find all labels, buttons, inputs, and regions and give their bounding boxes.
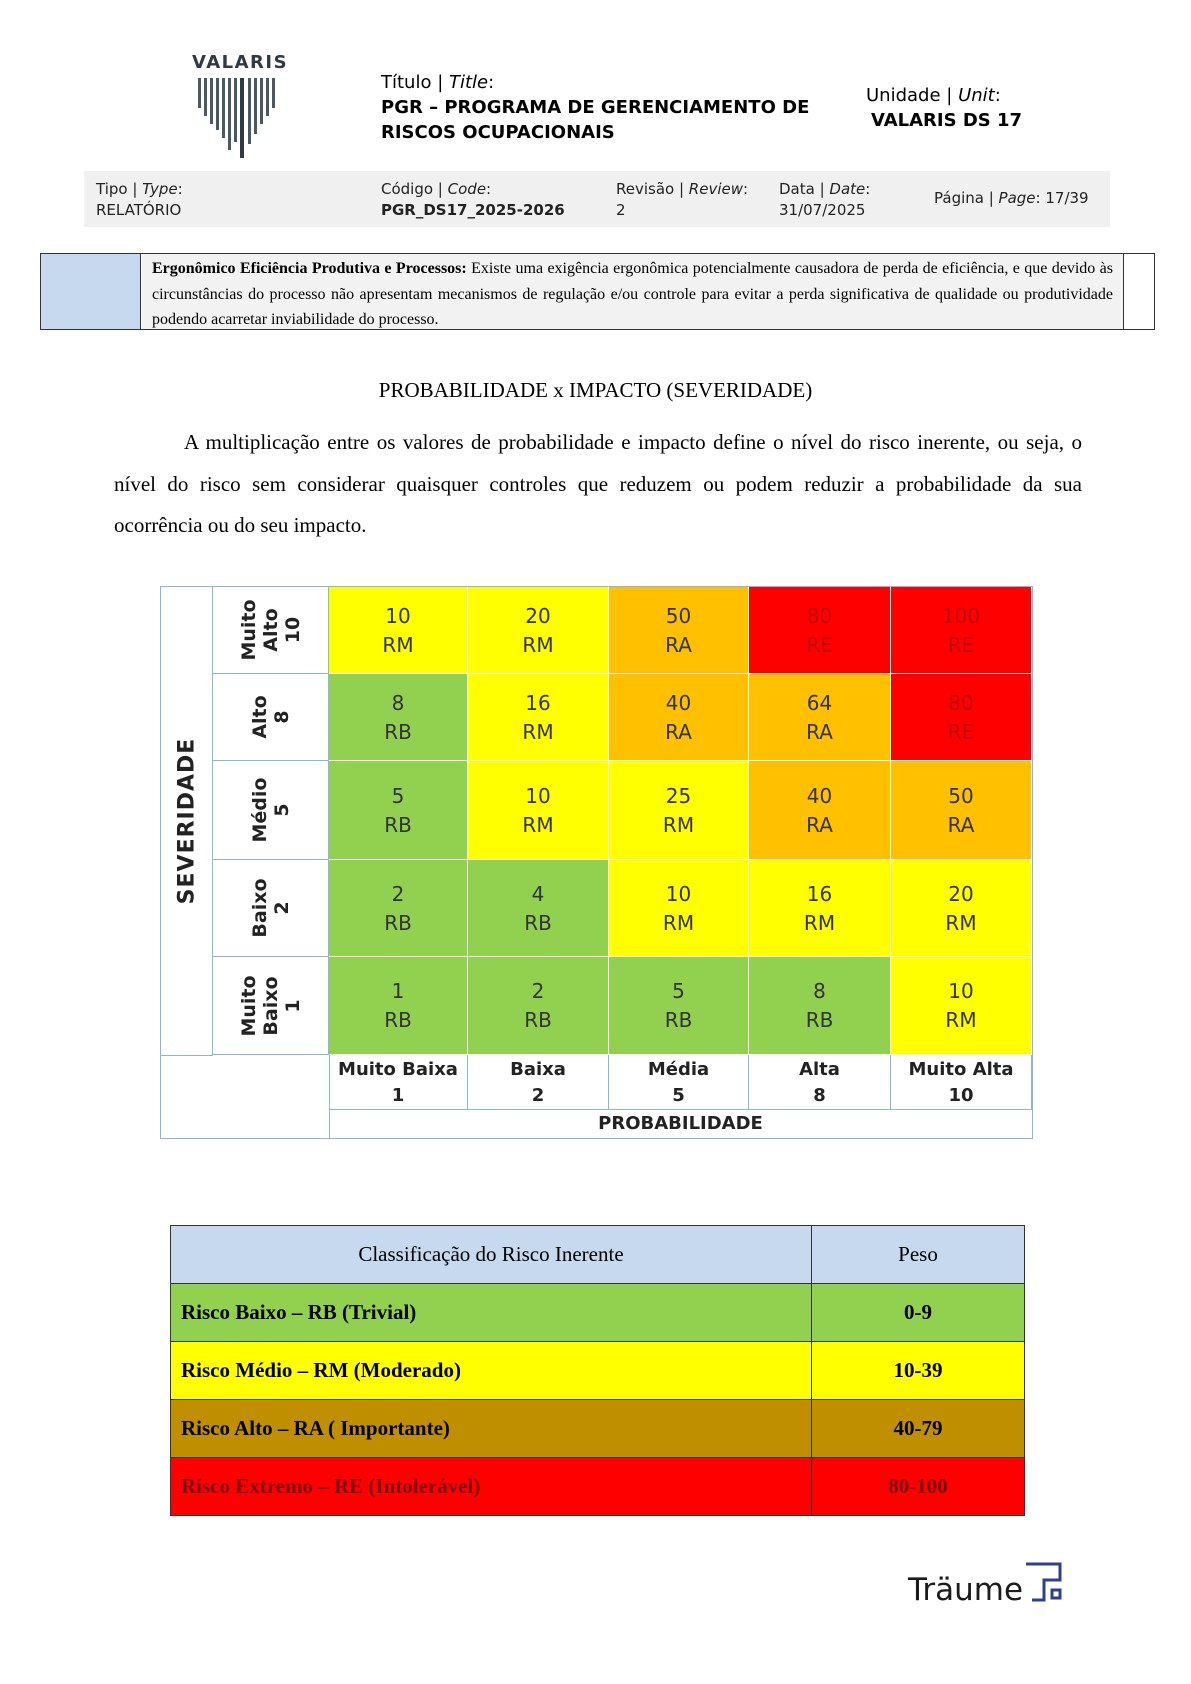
matrix-cell-code: RE: [806, 632, 833, 657]
severity-row-label: [212, 860, 329, 957]
matrix-cell-code: RB: [664, 1008, 693, 1032]
matrix-cell: [329, 761, 468, 860]
matrix-cell: [609, 674, 749, 761]
table-row: [171, 1400, 1025, 1458]
matrix-cell-code: RB: [384, 1008, 412, 1032]
severity-row-label: [212, 587, 329, 674]
title-label-en: Title: [448, 72, 489, 93]
severity-row-label-text: [249, 778, 293, 843]
probability-label: Muito Alta: [908, 1059, 1014, 1080]
risk-level-label: Risco Alto – RA ( Importante): [171, 1400, 812, 1458]
matrix-cell-value: 50: [665, 603, 692, 628]
matrix-cell-value: 40: [806, 783, 833, 808]
section-heading: PROBABILIDADE x IMPACTO (SEVERIDADE): [378, 378, 813, 402]
matrix-cell-value: 5: [672, 979, 685, 1003]
severity-label-line2: Baixo: [248, 878, 271, 938]
probability-weight: 8: [813, 1085, 826, 1106]
matrix-cell-value: 8: [813, 979, 826, 1003]
matrix-cell-value: 16: [806, 881, 833, 906]
risk-level-label: Risco Médio – RM (Moderado): [171, 1342, 812, 1400]
probability-weight: 10: [948, 1085, 974, 1106]
pagina-value: 17/39: [1045, 189, 1089, 207]
matrix-cell: [749, 761, 891, 860]
info-pagina: Página | Page: 17/39: [934, 189, 1089, 207]
ergonomic-row: [40, 253, 1155, 330]
matrix-cell: [749, 860, 891, 957]
matrix-cell: [749, 957, 891, 1055]
matrix-cell: [749, 587, 891, 674]
info-data: Data | Date: 31/07/2025: [779, 180, 871, 219]
severity-row-label-text: [249, 878, 293, 937]
title-colon: :: [488, 72, 495, 93]
probability-column-label: [468, 1055, 609, 1110]
matrix-cell: [329, 860, 468, 957]
severity-weight: 5: [270, 803, 293, 817]
title-line-2: RISCOS OCUPACIONAIS: [381, 122, 615, 143]
matrix-cell-value: 10: [665, 881, 692, 906]
probability-title: PROBABILIDADE: [598, 1113, 763, 1134]
info-revisao: Revisão | Review: 2: [616, 180, 749, 219]
matrix-cell: [468, 587, 609, 674]
matrix-cell-code: RM: [522, 719, 554, 744]
matrix-cell-code: RM: [522, 632, 554, 657]
severity-label-line1: Muito: [237, 599, 260, 661]
matrix-cell-code: RB: [524, 910, 552, 935]
matrix-cell: [749, 674, 891, 761]
matrix-cell-value: 80: [806, 603, 833, 628]
matrix-cell: [468, 674, 609, 761]
tipo-label: Tipo |: [96, 180, 143, 198]
matrix-cell-value: 1: [391, 979, 405, 1003]
matrix-cell-code: RB: [805, 1008, 834, 1032]
probability-label: Baixa: [510, 1059, 566, 1080]
risk-level-weight: 0-9: [812, 1284, 1025, 1342]
matrix-cell-value: 8: [391, 690, 405, 715]
severity-row-label: [212, 957, 329, 1055]
severity-label-line1: Muito: [237, 974, 260, 1037]
matrix-cell-code: RM: [522, 812, 554, 837]
traume-wordmark: Träume: [908, 1572, 1024, 1608]
data-label: Data |: [779, 180, 830, 198]
matrix-cell-value: 25: [665, 783, 692, 808]
matrix-cell-value: 10: [948, 979, 974, 1003]
severity-row-label-text: [238, 599, 304, 660]
info-codigo: Código | Code: PGR_DS17_2025-2026: [381, 180, 565, 219]
matrix-cell-code: RE: [947, 719, 975, 744]
severity-row-label: [212, 761, 329, 860]
traume-logo: [908, 1572, 1023, 1608]
matrix-cell-code: RB: [384, 812, 412, 837]
traume-mark-icon: [1024, 1558, 1068, 1602]
severity-label-line2: Médio: [248, 777, 271, 843]
matrix-cell: [891, 860, 1032, 957]
severity-row-label-text: [238, 975, 304, 1036]
risk-classification-table: [170, 1225, 1025, 1516]
severity-label-line2: Alto: [248, 695, 271, 739]
matrix-cell-code: RA: [806, 812, 833, 837]
matrix-cell-value: 40: [665, 690, 692, 715]
matrix-cell-code: RE: [947, 632, 975, 657]
matrix-cell: [329, 957, 468, 1055]
risk-matrix: [160, 586, 1033, 1139]
unit-label: Unidade |: [866, 85, 959, 106]
severity-row-label-text: [249, 695, 293, 738]
valaris-bars-icon: [198, 78, 288, 160]
title-label: Título |: [381, 72, 449, 93]
codigo-label: Código |: [381, 180, 448, 198]
matrix-cell-value: 20: [948, 881, 974, 906]
unit-label-en: Unit: [958, 85, 995, 106]
unit-colon: :: [994, 85, 1001, 106]
severity-row-label: [212, 674, 329, 761]
matrix-cell: [891, 587, 1032, 674]
matrix-cell: [329, 587, 468, 674]
matrix-cell-code: RA: [665, 632, 692, 657]
severity-label-line2: Baixo: [259, 975, 282, 1036]
info-tipo: Tipo | Type: RELATÓRIO: [96, 180, 183, 219]
probability-weight: 5: [672, 1085, 685, 1106]
matrix-cell-code: RM: [803, 910, 836, 935]
matrix-cell-code: RM: [382, 632, 414, 657]
probability-column-label: [891, 1055, 1032, 1110]
probability-label: Alta: [799, 1059, 840, 1080]
matrix-cell: [891, 761, 1032, 860]
data-value: 31/07/2025: [779, 201, 866, 219]
probability-weight: 2: [531, 1085, 545, 1106]
matrix-cell-value: 20: [525, 603, 551, 628]
table-row: [171, 1284, 1025, 1342]
matrix-cell: [609, 761, 749, 860]
severity-title: SEVERIDADE: [174, 737, 199, 905]
severity-weight: 1: [281, 998, 304, 1013]
matrix-cell-code: RB: [524, 1008, 552, 1032]
probability-column-label: [609, 1055, 749, 1110]
matrix-cell-value: 50: [948, 783, 974, 808]
valaris-wordmark: VALARIS: [192, 52, 289, 73]
severity-weight: 10: [281, 616, 304, 644]
table-row: [171, 1342, 1025, 1400]
revisao-value: 2: [616, 201, 626, 219]
tipo-label-en: Type: [142, 180, 178, 198]
ergonomic-row-marker: [41, 254, 141, 329]
matrix-cell-code: RA: [665, 719, 692, 744]
ergonomic-title: Ergonômico Eficiência Produtiva e Processos:: [152, 260, 467, 277]
severity-label-line2: Alto: [259, 608, 282, 652]
matrix-cell-value: 10: [525, 783, 551, 808]
section-paragraph: A multiplicação entre os valores de probabilidade e impacto define o nível do risco inerente, ou seja, o nível do risco sem considerar quaisquer controles que reduzem ou podem reduzir a probabilidade da sua ocorrência ou do seu impacto.: [114, 430, 1082, 537]
matrix-cell-value: 4: [531, 881, 545, 906]
ergonomic-description: [142, 254, 1124, 329]
matrix-cell-value: 64: [806, 690, 833, 715]
codigo-value: PGR_DS17_2025-2026: [381, 201, 565, 219]
probability-label: Média: [647, 1059, 710, 1080]
pagina-label-en: Page: [998, 189, 1036, 207]
probability-column-label: [329, 1055, 468, 1110]
matrix-cell: [609, 587, 749, 674]
revisao-label: Revisão |: [616, 180, 689, 198]
document-unit: [866, 83, 1022, 133]
risk-level-weight: 80-100: [812, 1458, 1025, 1516]
matrix-cell: [609, 957, 749, 1055]
title-line-1: PGR – PROGRAMA DE GERENCIAMENTO DE: [381, 97, 810, 118]
matrix-cell: [609, 860, 749, 957]
valaris-logo: [190, 52, 290, 157]
pagina-label: Página |: [934, 189, 999, 207]
matrix-cell: [468, 957, 609, 1055]
matrix-cell-value: 2: [531, 979, 545, 1003]
probability-weight: 1: [391, 1085, 405, 1106]
matrix-cell-code: RM: [662, 812, 695, 837]
codigo-label-en: Code: [447, 180, 487, 198]
probability-label: Muito Baixa: [338, 1059, 458, 1080]
matrix-cell-value: 80: [948, 690, 974, 715]
table-header-row: [171, 1226, 1025, 1284]
matrix-cell-value: 10: [385, 603, 411, 628]
revisao-label-en: Review: [688, 180, 743, 198]
matrix-cell: [891, 674, 1032, 761]
matrix-cell: [891, 957, 1032, 1055]
matrix-cell-code: RB: [384, 719, 412, 744]
unit-value: VALARIS DS 17: [871, 110, 1023, 131]
probability-column-label: [749, 1055, 891, 1110]
header-weight: Peso: [812, 1226, 1025, 1284]
matrix-cell-value: 16: [525, 690, 551, 715]
risk-level-weight: 10-39: [812, 1342, 1025, 1400]
header-classification: Classificação do Risco Inerente: [171, 1226, 812, 1284]
severity-weight: 2: [270, 901, 293, 915]
document-title: [381, 70, 809, 145]
matrix-cell-code: RM: [945, 1008, 977, 1032]
matrix-cell-value: 5: [391, 783, 405, 808]
matrix-cell-value: 2: [391, 881, 405, 906]
ergonomic-text: Existe uma exigência ergonômica potencialmente causadora de perda de eficiência, e que devido às circunstâncias do processo não apresentam mecanismos de regulação e/ou controle para evitar a perda significativa de qualidade ou produtividade podendo acarretar inviabilidade do processo.: [152, 260, 1114, 328]
matrix-cell-code: RM: [945, 910, 977, 935]
matrix-cell-code: RB: [384, 910, 412, 935]
risk-level-label: Risco Extremo – RE (Intolerável): [171, 1458, 812, 1516]
risk-level-label: Risco Baixo – RB (Trivial): [171, 1284, 812, 1342]
matrix-cell: [329, 674, 468, 761]
matrix-cell-code: RA: [947, 812, 975, 837]
classification-rows: [171, 1284, 1025, 1516]
matrix-cell: [468, 761, 609, 860]
matrix-cell-value: 100: [941, 603, 981, 628]
table-row: [171, 1458, 1025, 1516]
document-info-bar: [84, 171, 1110, 227]
matrix-cell: [468, 860, 609, 957]
matrix-cell-code: RA: [806, 719, 833, 744]
severity-weight: 8: [270, 710, 293, 724]
tipo-value: RELATÓRIO: [96, 201, 182, 219]
matrix-cell-code: RM: [662, 910, 695, 935]
data-label-en: Date: [829, 180, 866, 198]
risk-level-weight: 40-79: [812, 1400, 1025, 1458]
matrix-corner: [161, 1055, 330, 1138]
severity-axis: [161, 587, 213, 1056]
